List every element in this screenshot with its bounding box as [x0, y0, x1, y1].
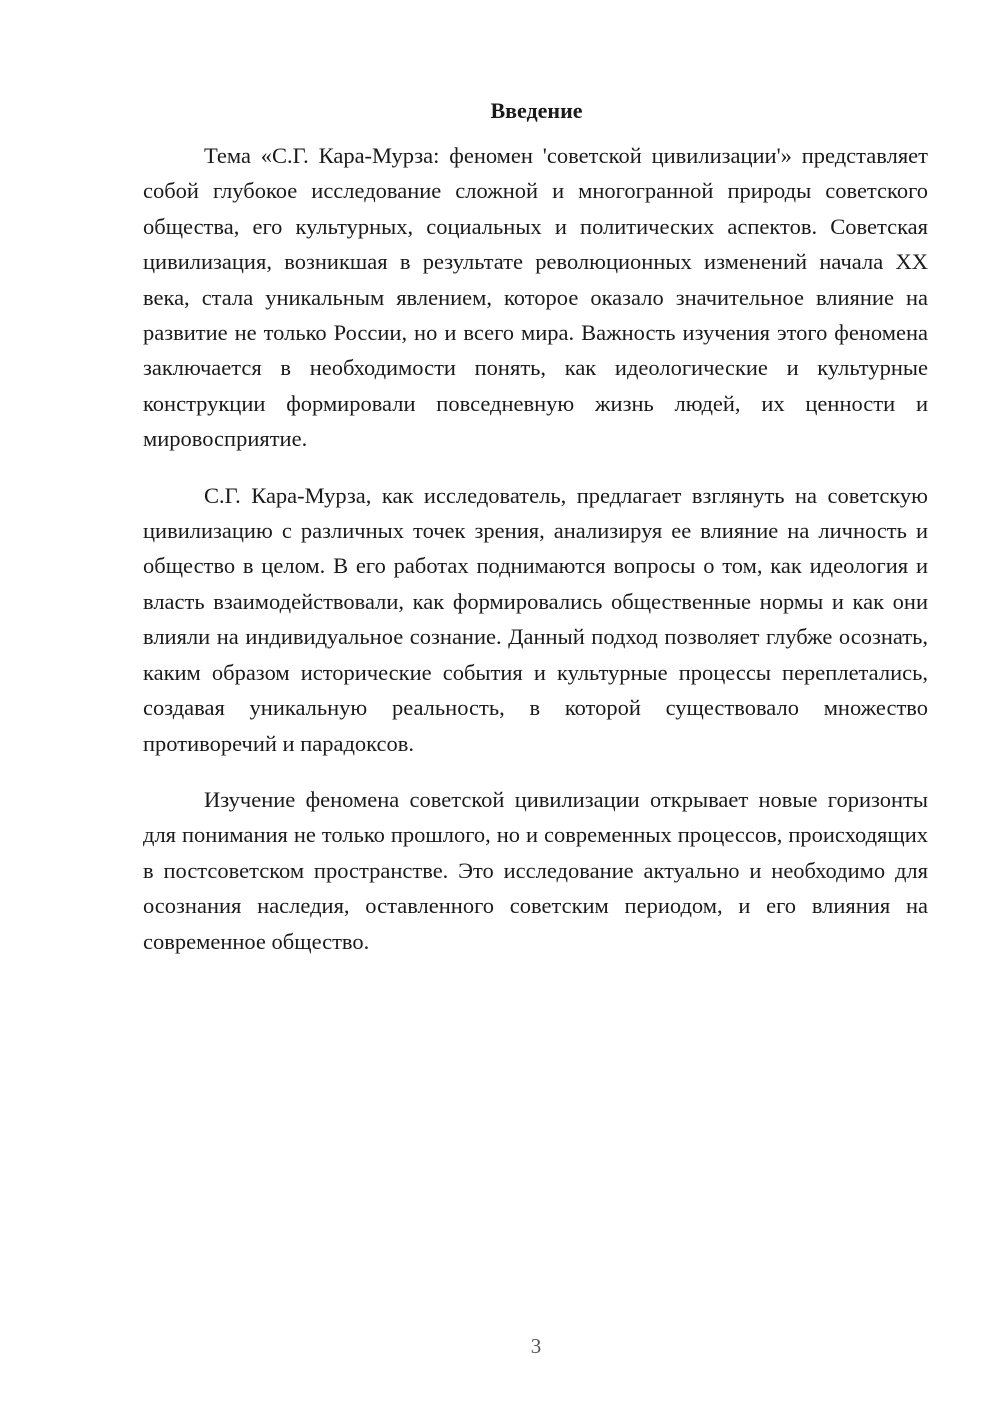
paragraph-3: Изучение феномена советской цивилизации открывает новые горизонты для понимания не только прошлого, но и современных процессов, происходящих в постсоветском пространстве. Это исследование актуально и необходимо для осознания наследия, оставленного советским периодом, и его влияния на современное общество. — [143, 786, 928, 954]
section-heading: Введение — [490, 98, 583, 123]
document-page — [143, 96, 928, 980]
page-number: 3 — [530, 1334, 542, 1358]
paragraph-1: Тема «С.Г. Кара-Мурза: феномен 'советской цивилизации'» представляет собой глубокое исследование сложной и многогранной природы советского общества, его культурных, социальных и политических аспектов. Советская цивилизация, возникшая в результате революционных изменений начала XX века, стала уникальным явлением, которое оказало значительное влияние на развитие не только России, но и всего мира. Важность изучения этого феномена заключается в необходимости понять, как идеологические и культурные конструкции формировали повседневную жизнь людей, их ценности и мировосприятие. — [143, 143, 928, 452]
paragraph-2: С.Г. Кара-Мурза, как исследователь, предлагает взглянуть на советскую цивилизацию с различных точек зрения, анализируя ее влияние на личность и общество в целом. В его работах поднимаются вопросы о том, как идеология и власть взаимодействовали, как формировались общественные нормы и как они влияли на индивидуальное сознание. Данный подход позволяет глубже осознать, каким образом исторические события и культурные процессы переплетались, создавая уникальную реальность, в которой существовало множество противоречий и парадоксов. — [143, 482, 928, 756]
